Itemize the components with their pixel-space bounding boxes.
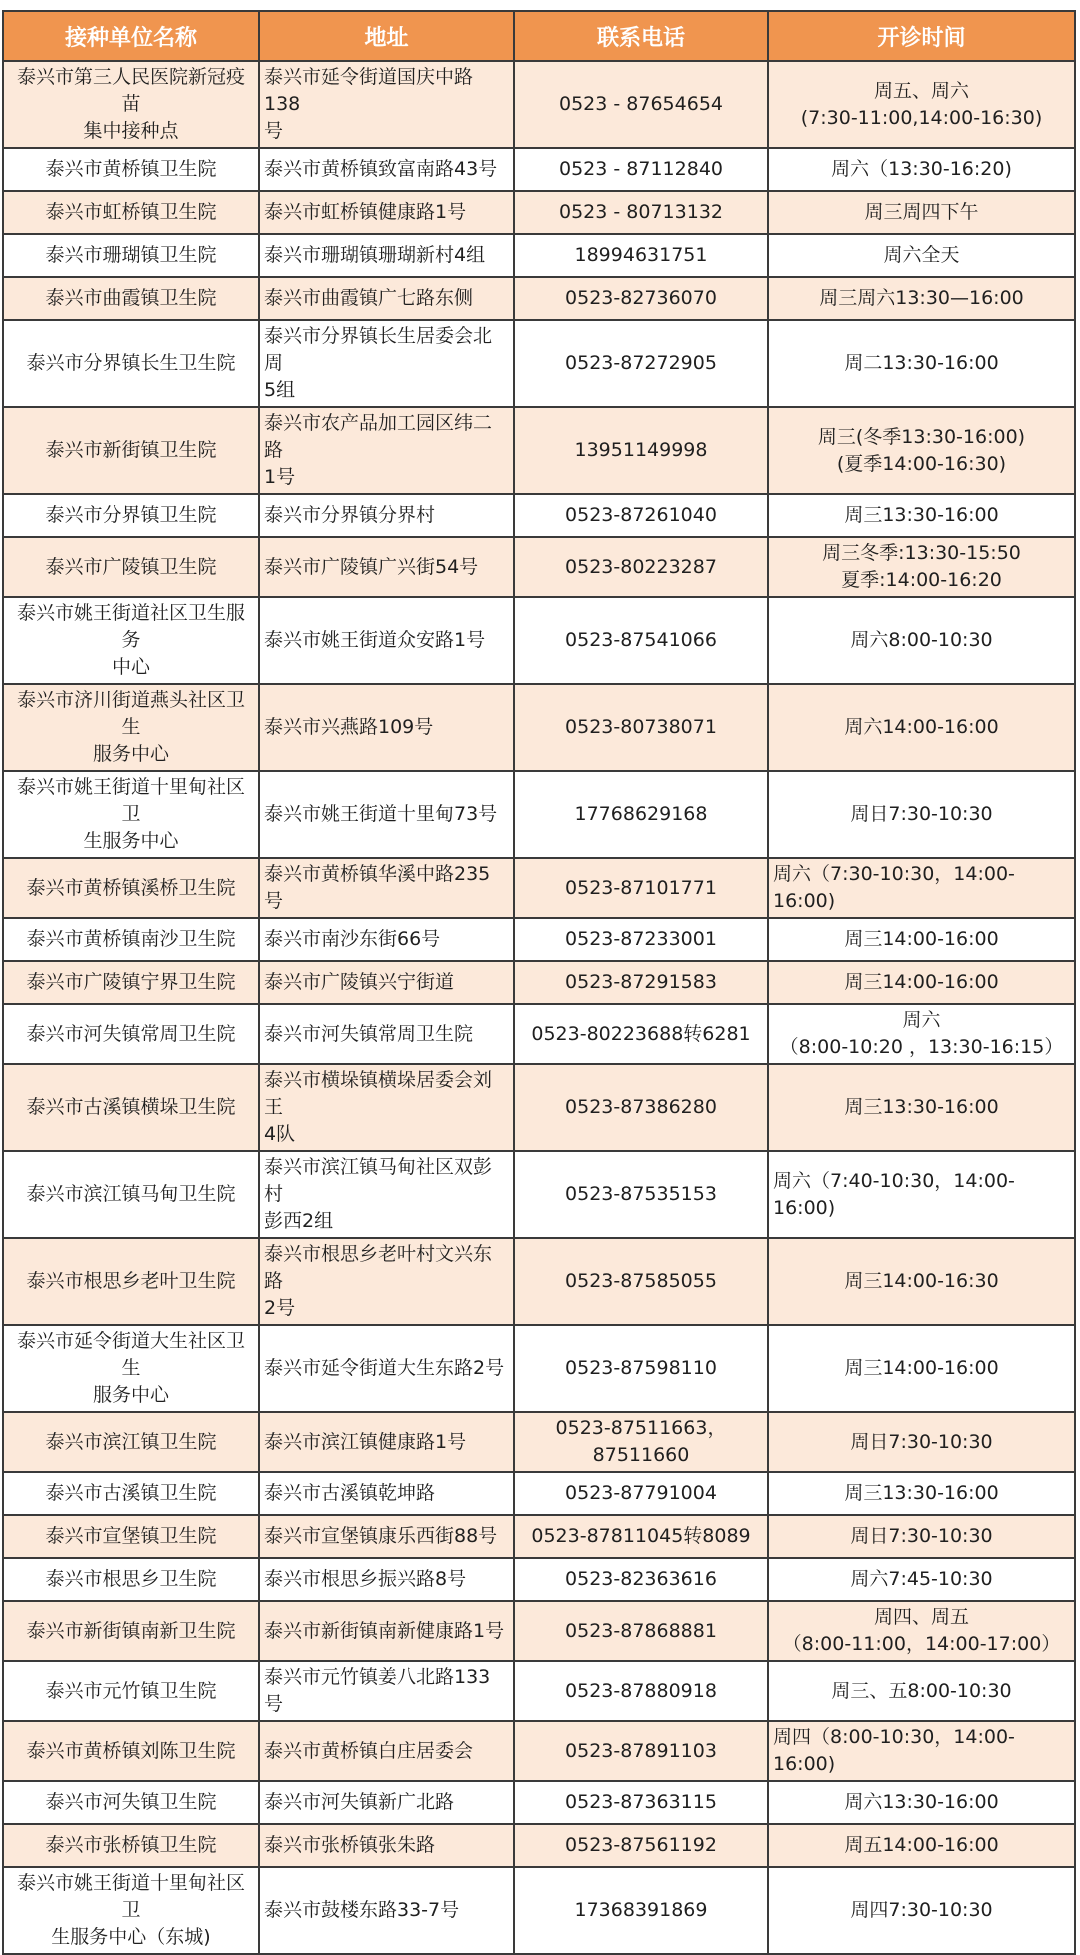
address-cell — [259, 1661, 514, 1721]
phone-cell — [514, 1004, 768, 1064]
address-cell — [259, 234, 514, 277]
hours-cell — [768, 494, 1075, 537]
phone-cell-line: 0523-80738071 — [565, 716, 717, 738]
hours-cell — [768, 1558, 1075, 1601]
address-cell-line: 泰兴市广陵镇兴宁街道 — [264, 971, 455, 993]
address-cell-line: 泰兴市滨江镇健康路1号 — [264, 1430, 467, 1453]
table-row — [3, 148, 1075, 191]
hours-cell-line: 周三13:30-16:00 — [844, 1482, 999, 1504]
hours-cell — [768, 537, 1075, 597]
site-name-cell — [3, 407, 259, 494]
header-hours: 开诊时间 — [768, 11, 1075, 61]
hours-cell — [768, 277, 1075, 320]
hours-cell — [768, 1867, 1075, 1954]
address-cell-line: 泰兴市黄桥镇白庄居委会 — [264, 1739, 474, 1762]
table-row — [3, 1867, 1075, 1954]
site-name-cell-line: 泰兴市姚王街道社区卫生服务 — [16, 602, 245, 651]
site-name-cell-line: 泰兴市分界镇卫生院 — [45, 504, 217, 526]
site-name-cell — [3, 1064, 259, 1151]
hours-cell — [768, 1721, 1075, 1781]
site-name-cell-line: 泰兴市广陵镇卫生院 — [45, 555, 217, 578]
hours-cell-line: 周日7:30-10:30 — [850, 1525, 993, 1547]
site-name-cell — [3, 1781, 259, 1824]
hours-cell-line: 周三14:00-16:00 — [844, 1357, 999, 1379]
phone-cell-line: 0523-87585055 — [565, 1270, 717, 1292]
hours-cell — [768, 148, 1075, 191]
hours-cell — [768, 1238, 1075, 1325]
phone-cell — [514, 1325, 768, 1412]
address-cell-line: 泰兴市黄桥镇致富南路43号 — [264, 158, 498, 180]
site-name-cell-line: 泰兴市元竹镇卫生院 — [45, 1679, 217, 1702]
table-row — [3, 277, 1075, 320]
phone-cell — [514, 234, 768, 277]
phone-cell — [514, 1412, 768, 1472]
phone-cell — [514, 61, 768, 148]
address-cell-line: 号 — [264, 120, 284, 142]
hours-cell-line: 周三13:30-16:00 — [844, 504, 999, 526]
address-cell — [259, 1781, 514, 1824]
address-cell — [259, 1558, 514, 1601]
hours-cell-line: 周六13:30-16:00 — [844, 1791, 999, 1813]
phone-cell — [514, 858, 768, 918]
table-row — [3, 684, 1075, 771]
address-cell — [259, 1515, 514, 1558]
site-name-cell — [3, 1721, 259, 1781]
hours-cell-line: 周三14:00-16:00 — [844, 971, 999, 993]
site-name-cell-line: 泰兴市延令街道大生社区卫生 — [16, 1330, 245, 1379]
site-name-cell — [3, 1472, 259, 1515]
address-cell-line: 泰兴市延令街道国庆中路138 — [264, 66, 474, 115]
phone-cell — [514, 148, 768, 191]
site-name-cell — [3, 597, 259, 684]
table-body — [3, 61, 1075, 1954]
site-name-cell-line: 服务中心 — [92, 1384, 169, 1406]
address-cell-line: 1号 — [264, 466, 296, 488]
address-cell-line: 泰兴市河失镇常周卫生院 — [264, 1022, 474, 1045]
table-row — [3, 234, 1075, 277]
address-cell-line: 5组 — [264, 379, 296, 401]
hours-cell — [768, 597, 1075, 684]
site-name-cell-line: 泰兴市济川街道燕头社区卫生 — [16, 689, 245, 738]
address-cell-line: 彭西2组 — [264, 1210, 334, 1232]
address-cell-line: 泰兴市广陵镇广兴街54号 — [264, 555, 479, 578]
vaccination-sites-table — [2, 10, 1076, 1955]
address-cell — [259, 148, 514, 191]
table-row — [3, 1325, 1075, 1412]
site-name-cell — [3, 1661, 259, 1721]
table-row — [3, 1412, 1075, 1472]
phone-cell — [514, 918, 768, 961]
hours-cell-line: 周六（7:30-10:30，14:00-16:00) — [773, 863, 1015, 912]
table-row — [3, 1558, 1075, 1601]
hours-cell-line: 周三周六13:30—16:00 — [819, 287, 1024, 309]
hours-cell-line: 周三13:30-16:00 — [844, 1096, 999, 1118]
site-name-cell-line: 泰兴市广陵镇宁界卫生院 — [26, 971, 236, 993]
hours-cell-line: 夏季:14:00-16:20 — [841, 569, 1002, 591]
hours-cell-line: 周五、周六 — [873, 79, 969, 102]
phone-cell — [514, 320, 768, 407]
phone-cell — [514, 494, 768, 537]
site-name-cell-line: 泰兴市珊瑚镇卫生院 — [45, 244, 217, 266]
site-name-cell-line: 泰兴市新街镇卫生院 — [45, 439, 217, 461]
hours-cell-line: （8:00-10:20 ，13:30-16:15） — [779, 1036, 1064, 1058]
hours-cell — [768, 1064, 1075, 1151]
hours-cell — [768, 234, 1075, 277]
address-cell — [259, 61, 514, 148]
site-name-cell-line: 泰兴市姚王街道十里甸社区卫 — [16, 776, 245, 825]
phone-cell-line: 87511660 — [592, 1444, 690, 1466]
phone-cell-line: 0523-87598110 — [565, 1357, 717, 1379]
site-name-cell-line: 泰兴市曲霞镇卫生院 — [45, 287, 217, 309]
address-cell-line: 2号 — [264, 1297, 296, 1319]
table-row — [3, 858, 1075, 918]
site-name-cell-line: 泰兴市古溪镇卫生院 — [45, 1482, 217, 1504]
phone-cell-line: 17368391869 — [574, 1899, 708, 1921]
table-row — [3, 597, 1075, 684]
hours-cell-line: 周六14:00-16:00 — [844, 716, 999, 738]
phone-cell — [514, 684, 768, 771]
address-cell-line: 泰兴市根思乡老叶村文兴东路 — [264, 1243, 493, 1292]
address-cell-line: 泰兴市根思乡振兴路8号 — [264, 1568, 467, 1590]
site-name-cell-line: 泰兴市姚王街道十里甸社区卫 — [16, 1872, 245, 1921]
site-name-cell — [3, 1515, 259, 1558]
phone-cell — [514, 537, 768, 597]
hours-cell — [768, 1515, 1075, 1558]
phone-cell — [514, 191, 768, 234]
hours-cell-line: 周六（13:30-16:20) — [831, 158, 1012, 180]
phone-cell-line: 0523-87791004 — [565, 1482, 717, 1504]
phone-cell-line: 0523-87261040 — [565, 504, 717, 526]
phone-cell-line: 0523-87101771 — [565, 876, 717, 899]
phone-cell — [514, 1824, 768, 1867]
hours-cell-line: 周四（8:00-10:30，14:00-16:00) — [773, 1726, 1015, 1775]
phone-cell — [514, 1472, 768, 1515]
hours-cell-line: （8:00-11:00，14:00-17:00） — [782, 1633, 1061, 1655]
phone-cell-line: 0523-87363115 — [565, 1791, 717, 1813]
hours-cell-line: 周六 — [902, 1009, 941, 1031]
address-cell — [259, 771, 514, 858]
address-cell — [259, 1721, 514, 1781]
hours-cell-line: 周三14:00-16:00 — [844, 928, 999, 950]
address-cell — [259, 494, 514, 537]
site-name-cell-line: 生服务中心（东城) — [51, 1926, 211, 1948]
table-row — [3, 61, 1075, 148]
site-name-cell-line: 泰兴市河失镇常周卫生院 — [26, 1022, 236, 1045]
hours-cell — [768, 1004, 1075, 1064]
site-name-cell — [3, 537, 259, 597]
address-cell-line: 泰兴市横垛镇横垛居委会刘王 — [264, 1069, 493, 1118]
site-name-cell — [3, 1325, 259, 1412]
table-row — [3, 1824, 1075, 1867]
hours-cell — [768, 1472, 1075, 1515]
site-name-cell — [3, 1558, 259, 1601]
address-cell — [259, 1004, 514, 1064]
hours-cell — [768, 858, 1075, 918]
phone-cell — [514, 961, 768, 1004]
hours-cell-line: 周三、五8:00-10:30 — [831, 1679, 1012, 1702]
table-row — [3, 1151, 1075, 1238]
table-row — [3, 1472, 1075, 1515]
site-name-cell — [3, 1151, 259, 1238]
address-cell — [259, 1824, 514, 1867]
hours-cell — [768, 1661, 1075, 1721]
hours-cell-line: 周六（7:40-10:30，14:00-16:00) — [773, 1169, 1015, 1219]
phone-cell — [514, 1867, 768, 1954]
site-name-cell-line: 泰兴市滨江镇马甸卫生院 — [26, 1183, 236, 1205]
phone-cell-line: 0523-87541066 — [565, 629, 717, 651]
site-name-cell-line: 泰兴市黄桥镇南沙卫生院 — [26, 928, 236, 950]
phone-cell-line: 13951149998 — [574, 439, 708, 461]
table-row — [3, 771, 1075, 858]
address-cell — [259, 191, 514, 234]
hours-cell-line: 周二13:30-16:00 — [844, 352, 999, 374]
hours-cell — [768, 1325, 1075, 1412]
site-name-cell-line: 泰兴市张桥镇卫生院 — [45, 1834, 217, 1856]
site-name-cell-line: 泰兴市虹桥镇卫生院 — [45, 201, 217, 223]
site-name-cell-line: 泰兴市根思乡老叶卫生院 — [26, 1270, 236, 1292]
address-cell-line: 泰兴市姚王街道众安路1号 — [264, 629, 486, 651]
address-cell-line: 泰兴市黄桥镇华溪中路235号 — [264, 863, 491, 912]
phone-cell-line: 0523 - 87112840 — [559, 158, 723, 180]
table-row — [3, 191, 1075, 234]
address-cell-line: 泰兴市姚王街道十里甸73号 — [264, 803, 498, 825]
address-cell — [259, 1412, 514, 1472]
address-cell — [259, 277, 514, 320]
site-name-cell — [3, 684, 259, 771]
site-name-cell-line: 服务中心 — [92, 743, 169, 765]
phone-cell — [514, 1781, 768, 1824]
phone-cell-line: 0523-87561192 — [565, 1834, 717, 1856]
hours-cell — [768, 1151, 1075, 1238]
phone-cell-line: 0523-82363616 — [565, 1568, 717, 1590]
hours-cell-line: 周日7:30-10:30 — [850, 1430, 993, 1453]
site-name-cell — [3, 494, 259, 537]
hours-cell — [768, 1824, 1075, 1867]
hours-cell — [768, 320, 1075, 407]
phone-cell — [514, 1515, 768, 1558]
address-cell-line: 泰兴市曲霞镇广七路东侧 — [264, 287, 474, 309]
site-name-cell-line: 泰兴市第三人民医院新冠疫苗 — [16, 66, 245, 115]
site-name-cell — [3, 1867, 259, 1954]
address-cell — [259, 1151, 514, 1238]
phone-cell — [514, 1661, 768, 1721]
address-cell-line: 泰兴市张桥镇张朱路 — [264, 1834, 436, 1856]
address-cell-line: 泰兴市虹桥镇健康路1号 — [264, 201, 467, 223]
address-cell-line: 泰兴市滨江镇马甸社区双彭村 — [264, 1156, 493, 1205]
hours-cell-line: 周五14:00-16:00 — [844, 1834, 999, 1856]
site-name-cell-line: 泰兴市滨江镇卫生院 — [45, 1430, 217, 1453]
phone-cell-line: 0523-87386280 — [565, 1096, 717, 1118]
site-name-cell — [3, 1412, 259, 1472]
site-name-cell-line: 集中接种点 — [83, 120, 179, 142]
site-name-cell — [3, 918, 259, 961]
hours-cell — [768, 191, 1075, 234]
site-name-cell — [3, 1238, 259, 1325]
hours-cell-line: 周三冬季:13:30-15:50 — [822, 542, 1021, 564]
site-name-cell-line: 泰兴市新街镇南新卫生院 — [26, 1619, 236, 1642]
hours-cell-line: 周三(冬季13:30-16:00) — [817, 425, 1026, 448]
site-name-cell — [3, 1601, 259, 1661]
address-cell — [259, 1238, 514, 1325]
address-cell-line: 泰兴市分界镇分界村 — [264, 504, 436, 526]
phone-cell-line: 0523-87535153 — [565, 1183, 717, 1205]
table-row — [3, 1601, 1075, 1661]
header-site-name: 接种单位名称 — [3, 11, 259, 61]
address-cell-line: 泰兴市珊瑚镇珊瑚新村4组 — [264, 244, 486, 266]
site-name-cell — [3, 320, 259, 407]
address-cell — [259, 961, 514, 1004]
hours-cell-line: (夏季14:00-16:30) — [836, 452, 1007, 475]
hours-cell — [768, 61, 1075, 148]
address-cell-line: 泰兴市元竹镇姜八北路133号 — [264, 1666, 491, 1715]
header-phone: 联系电话 — [514, 11, 768, 61]
site-name-cell-line: 泰兴市黄桥镇刘陈卫生院 — [26, 1739, 236, 1762]
address-cell — [259, 1325, 514, 1412]
phone-cell-line: 0523-87272905 — [565, 352, 717, 374]
phone-cell-line: 0523-80223688转6281 — [531, 1022, 751, 1045]
site-name-cell-line: 泰兴市分界镇长生卫生院 — [26, 352, 236, 374]
hours-cell-line: (7:30-11:00,14:00-16:30) — [800, 106, 1043, 129]
phone-cell — [514, 597, 768, 684]
site-name-cell-line: 泰兴市黄桥镇溪桥卫生院 — [26, 876, 236, 899]
hours-cell — [768, 961, 1075, 1004]
hours-cell — [768, 1412, 1075, 1472]
phone-cell — [514, 771, 768, 858]
table-row — [3, 1721, 1075, 1781]
table-row — [3, 407, 1075, 494]
hours-cell-line: 周六7:45-10:30 — [850, 1568, 993, 1590]
table-row — [3, 961, 1075, 1004]
hours-cell-line: 周三周四下午 — [864, 201, 979, 223]
address-cell — [259, 1064, 514, 1151]
phone-cell-line: 0523 - 87654654 — [559, 93, 723, 115]
phone-cell-line: 0523-80223287 — [565, 555, 717, 578]
site-name-cell-line: 泰兴市根思乡卫生院 — [45, 1568, 217, 1590]
hours-cell-line: 周四7:30-10:30 — [850, 1899, 993, 1921]
phone-cell-line: 0523-87891103 — [565, 1739, 717, 1762]
table-row — [3, 1781, 1075, 1824]
address-cell-line: 泰兴市农产品加工园区纬二路 — [264, 412, 493, 461]
table-row — [3, 1064, 1075, 1151]
address-cell-line: 泰兴市分界镇长生居委会北周 — [264, 325, 493, 374]
site-name-cell — [3, 1824, 259, 1867]
address-cell-line: 4队 — [264, 1123, 296, 1145]
site-name-cell — [3, 1004, 259, 1064]
address-cell — [259, 537, 514, 597]
address-cell — [259, 918, 514, 961]
phone-cell-line: 17768629168 — [574, 803, 708, 825]
address-cell — [259, 1601, 514, 1661]
address-cell — [259, 320, 514, 407]
hours-cell-line: 周六8:00-10:30 — [850, 629, 993, 651]
site-name-cell — [3, 771, 259, 858]
site-name-cell-line: 泰兴市黄桥镇卫生院 — [45, 158, 217, 180]
phone-cell — [514, 1558, 768, 1601]
phone-cell-line: 0523-82736070 — [565, 287, 717, 309]
site-name-cell — [3, 148, 259, 191]
hours-cell-line: 周六全天 — [883, 244, 960, 266]
header-address: 地址 — [259, 11, 514, 61]
top-strip — [0, 0, 1080, 10]
site-name-cell — [3, 191, 259, 234]
table-row — [3, 320, 1075, 407]
address-cell-line: 泰兴市鼓楼东路33-7号 — [264, 1899, 460, 1921]
address-cell — [259, 597, 514, 684]
hours-cell — [768, 1601, 1075, 1661]
phone-cell — [514, 1064, 768, 1151]
phone-cell — [514, 1601, 768, 1661]
phone-cell-line: 0523-87880918 — [565, 1679, 717, 1702]
table-row — [3, 537, 1075, 597]
hours-cell-line: 周日7:30-10:30 — [850, 803, 993, 825]
site-name-cell — [3, 61, 259, 148]
address-cell-line: 泰兴市延令街道大生东路2号 — [264, 1357, 505, 1379]
address-cell-line: 泰兴市南沙东街66号 — [264, 928, 441, 950]
site-name-cell — [3, 234, 259, 277]
address-cell-line: 泰兴市兴燕路109号 — [264, 716, 434, 738]
table-row — [3, 1238, 1075, 1325]
address-cell-line: 泰兴市宣堡镇康乐西街88号 — [264, 1525, 498, 1547]
hours-cell — [768, 407, 1075, 494]
phone-cell — [514, 407, 768, 494]
site-name-cell-line: 泰兴市宣堡镇卫生院 — [45, 1525, 217, 1547]
address-cell — [259, 407, 514, 494]
site-name-cell-line: 中心 — [111, 656, 150, 678]
address-cell — [259, 858, 514, 918]
hours-cell — [768, 1781, 1075, 1824]
address-cell — [259, 1472, 514, 1515]
hours-cell-line: 周四、周五 — [873, 1606, 969, 1628]
table-row — [3, 918, 1075, 961]
phone-cell — [514, 1721, 768, 1781]
site-name-cell-line: 泰兴市古溪镇横垛卫生院 — [26, 1096, 236, 1118]
phone-cell-line: 18994631751 — [574, 244, 708, 266]
phone-cell — [514, 1238, 768, 1325]
site-name-cell — [3, 961, 259, 1004]
site-name-cell-line: 生服务中心 — [83, 830, 179, 852]
site-name-cell — [3, 277, 259, 320]
site-name-cell-line: 泰兴市河失镇卫生院 — [45, 1791, 217, 1813]
address-cell-line: 泰兴市河失镇新广北路 — [264, 1791, 455, 1813]
table-row — [3, 1661, 1075, 1721]
hours-cell — [768, 684, 1075, 771]
address-cell — [259, 1867, 514, 1954]
phone-cell-line: 0523-87868881 — [565, 1619, 717, 1642]
hours-cell — [768, 918, 1075, 961]
address-cell-line: 泰兴市古溪镇乾坤路 — [264, 1482, 436, 1504]
table-header-row — [3, 11, 1075, 61]
phone-cell — [514, 277, 768, 320]
phone-cell-line: 0523 - 80713132 — [559, 201, 723, 223]
table-row — [3, 1004, 1075, 1064]
hours-cell — [768, 771, 1075, 858]
address-cell-line: 泰兴市新街镇南新健康路1号 — [264, 1619, 505, 1642]
phone-cell — [514, 1151, 768, 1238]
phone-cell-line: 0523-87291583 — [565, 971, 717, 993]
phone-cell-line: 0523-87233001 — [565, 928, 717, 950]
phone-cell-line: 0523-87811045转8089 — [531, 1525, 751, 1547]
phone-cell-line: 0523-87511663， — [555, 1417, 727, 1439]
address-cell — [259, 684, 514, 771]
site-name-cell — [3, 858, 259, 918]
table-row — [3, 1515, 1075, 1558]
hours-cell-line: 周三14:00-16:30 — [844, 1270, 999, 1292]
table-row — [3, 494, 1075, 537]
